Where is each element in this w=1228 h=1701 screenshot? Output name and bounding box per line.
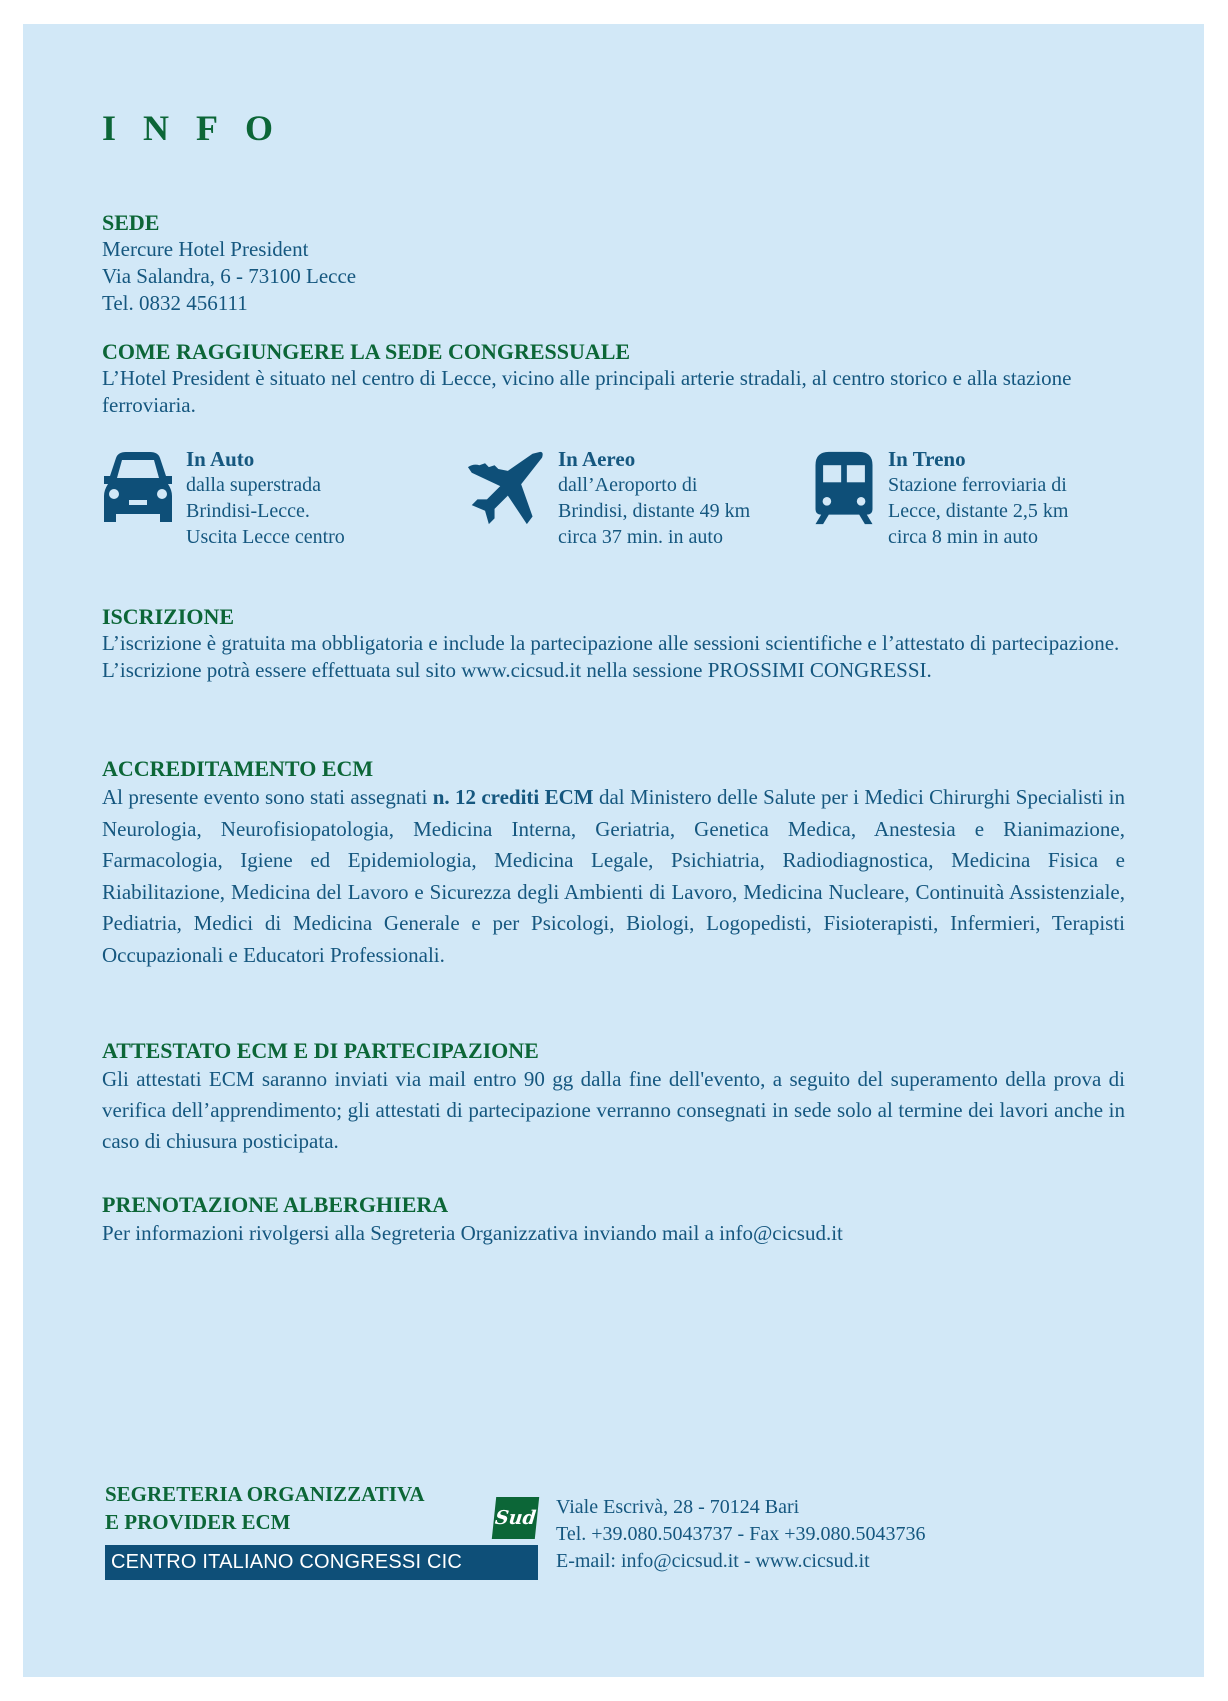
transport-options [102,446,1125,556]
footer-heading-line: E PROVIDER ECM [105,1510,291,1534]
contact-address: Viale Escrivà, 28 - 70124 Bari [556,1496,800,1518]
prenotazione-text: Per informazioni rivolgersi alla Segreteria Organizzativa inviando mail a info@cicsud.it [102,1221,843,1245]
transport-detail: dall’Aeroporto di [558,474,698,496]
section-attestato [102,1038,1125,1157]
organization-bar: CENTRO ITALIANO CONGRESSI CIC [105,1545,538,1580]
prenotazione-heading: PRENOTAZIONE ALBERGHIERA [102,1192,449,1217]
accreditamento-text [102,782,1125,971]
transport-plane [464,446,750,550]
attestato-heading: ATTESTATO ECM E DI PARTECIPAZIONE [102,1038,539,1063]
transport-train [812,446,1069,550]
contact-email: E-mail: info@cicsud.it - www.cicsud.it [556,1550,870,1572]
transport-detail: Uscita Lecce centro [186,526,345,548]
iscrizione-heading: ISCRIZIONE [102,604,235,629]
transport-detail: dalla superstrada [186,474,321,496]
airplane-icon [464,450,546,526]
come-raggiungere-heading: COME RAGGIUNGERE LA SEDE CONGRESSUALE [102,339,631,364]
contact-phone: Tel. +39.080.5043737 - Fax +39.080.5043736 [556,1523,926,1545]
accreditamento-text-part: dal Ministero delle Salute per i Medici Chirurghi Specialisti in Neurologia, Neurofisiopatologia, Medicina Interna, Geriatria, Genetica Medica, Anestesia e Rianimazione, Farmacologia, Igiene ed Epidemiologia, Medicina Legale, Psichiatria, Radiodiagnostica, Medicina Fisica e Riabilitazione, Medicina del Lavoro e Sicurezza degli Ambienti di Lavoro, Medicina Nucleare, Continuità Assistenziale, Pediatria, Medici di Medicina Generale e per Psicologi, Biologi, Logopedisti, Fisioterapisti, Infermieri, Terapisti Occupazionali e Educatori Professionali. [102,785,1125,967]
accreditamento-heading: ACCREDITAMENTO ECM [102,756,374,781]
accreditamento-text-part: Al presente evento sono stati assegnati [102,785,433,809]
sud-logo: Sud [492,1497,539,1539]
train-icon [812,450,876,526]
page-title: INFO [102,108,300,148]
transport-detail: Lecce, distante 2,5 km [888,500,1069,522]
attestato-text: Gli attestati ECM saranno inviati via mail entro 90 gg dalla fine dell'evento, a seguito del superamento della prova di verifica dell’apprendimento; gli attestati di partecipazione verranno consegnati in sede solo al termine dei lavori anche in caso di chiusura posticipata. [102,1067,1125,1153]
car-icon [102,450,174,526]
transport-car [102,446,345,550]
sede-line: Mercure Hotel President [102,237,309,261]
transport-label: In Auto [186,447,255,471]
transport-detail: circa 8 min in auto [888,526,1038,548]
footer-contact [556,1494,925,1575]
footer-heading [105,1480,425,1536]
section-sede [102,210,1125,317]
transport-label: In Aereo [558,447,636,471]
transport-detail: Brindisi-Lecce. [186,500,310,522]
transport-detail: Stazione ferroviaria di [888,474,1067,496]
ecm-credits: n. 12 crediti ECM [432,785,594,809]
sede-heading: SEDE [102,210,160,235]
footer-heading-line: SEGRETERIA ORGANIZZATIVA [105,1482,425,1506]
sede-line: Via Salandra, 6 - 73100 Lecce [102,264,357,288]
section-iscrizione [102,604,1125,684]
section-come-raggiungere [102,339,1125,419]
section-prenotazione [102,1192,1125,1249]
come-raggiungere-text: L’Hotel President è situato nel centro di Lecce, vicino alle principali arterie stradali, al centro storico e alla stazione ferroviaria. [102,366,1072,417]
iscrizione-text: L’iscrizione è gratuita ma obbligatoria e include la partecipazione alle sessioni scientifiche e l’attestato di partecipazione. L’iscrizione potrà essere effettuata sul sito www.cicsud.it nella sessione PROSSIMI CONGRESSI. [102,631,1120,682]
transport-detail: circa 37 min. in auto [558,526,723,548]
transport-label: In Treno [888,447,966,471]
section-accreditamento [102,756,1125,971]
transport-detail: Brindisi, distante 49 km [558,500,751,522]
sede-line: Tel. 0832 456111 [102,291,248,315]
